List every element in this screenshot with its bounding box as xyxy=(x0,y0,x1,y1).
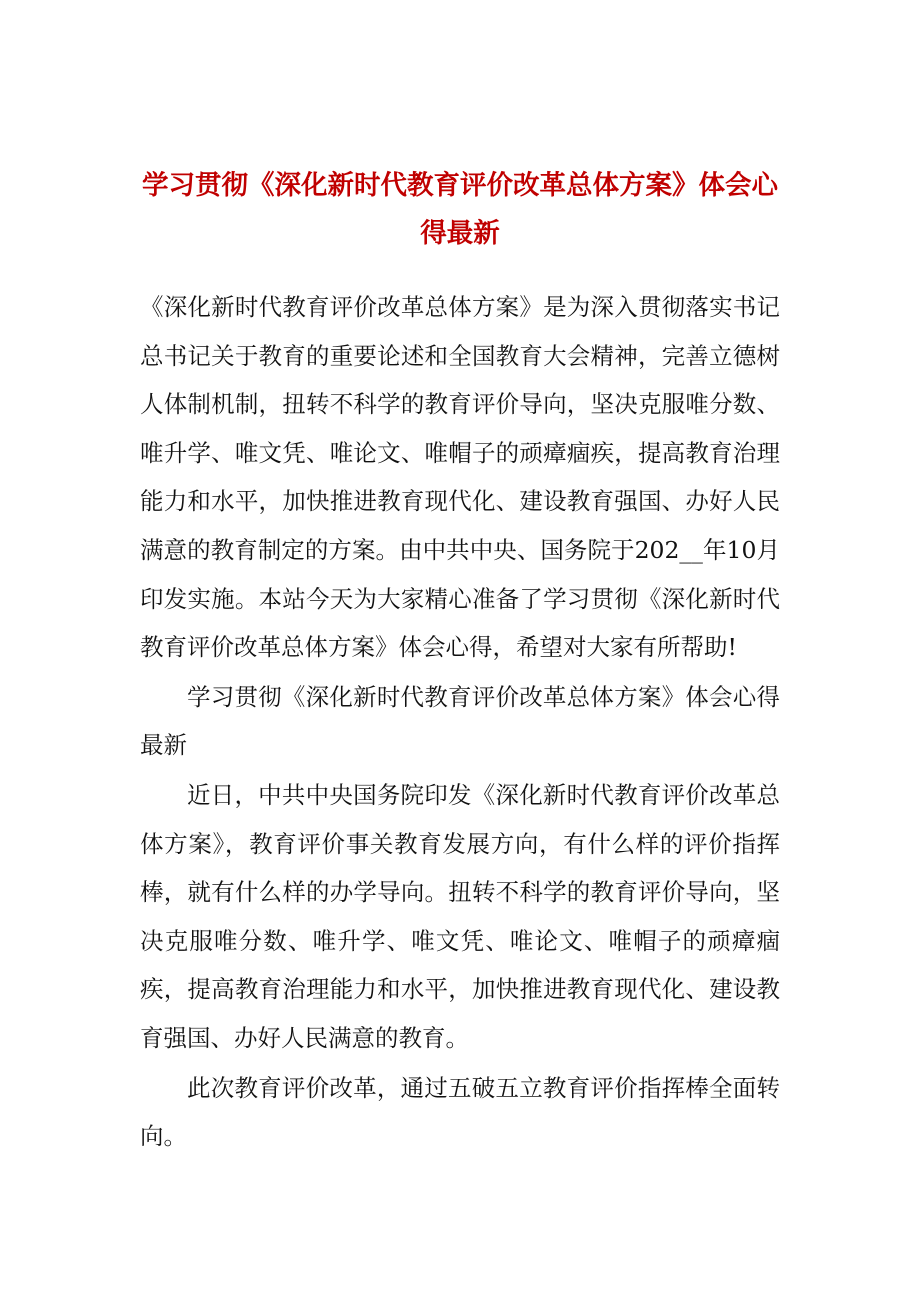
body-paragraph: 近日，中共中央国务院印发《深化新时代教育评价改革总体方案》，教育评价事关教育发展方向，有什么样的评价指挥棒，就有什么样的办学导向。扭转不科学的教育评价导向，坚决克服唯分数、唯升学、唯文凭、唯论文、唯帽子的顽瘴痼疾，提高教育治理能力和水平，加快推进教育现代化、建设教育强国、办好人民满意的教育。 xyxy=(140,780,780,1052)
intro-paragraph: 《深化新时代教育评价改革总体方案》是为深入贯彻落实书记总书记关于教育的重要论述和全国教育大会精神，完善立德树人体制机制，扭转不科学的教育评价导向，坚决克服唯分数、唯升学、唯文凭、唯论文、唯帽子的顽瘴痼疾，提高教育治理能力和水平，加快推进教育现代化、建设教育强国、办好人民满意的教育制定的方案。由中共中央、国务院于202__年10月印发实施。本站今天为大家精心准备了学习贯彻《深化新时代教育评价改革总体方案》体会心得，希望对大家有所帮助! xyxy=(140,293,780,662)
subtitle-paragraph: 学习贯彻《深化新时代教育评价改革总体方案》体会心得最新 xyxy=(140,682,780,760)
body-paragraph-closing: 此次教育评价改革，通过五破五立教育评价指挥棒全面转向。 xyxy=(140,1073,780,1151)
document-body xyxy=(140,283,780,1161)
document-title: 学习贯彻《深化新时代教育评价改革总体方案》体会心得最新 xyxy=(142,170,778,249)
